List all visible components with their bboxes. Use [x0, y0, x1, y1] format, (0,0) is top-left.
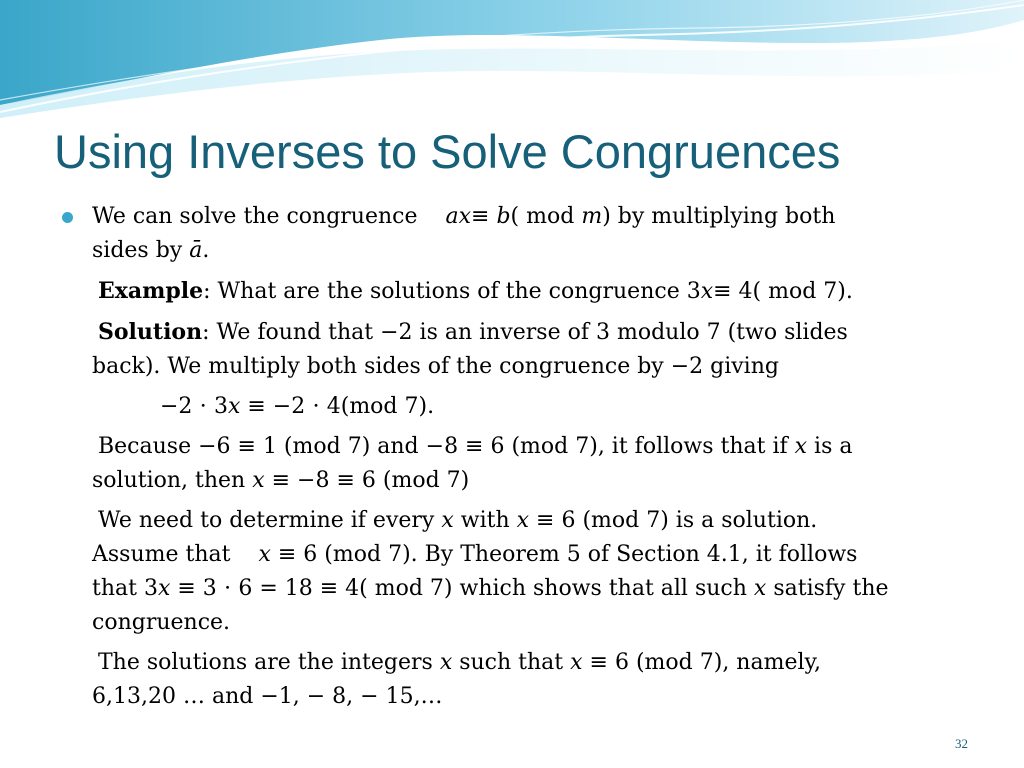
equation-line: −2 ⋅ 3x ≡ −2 ⋅ 4(mod 7). [160, 394, 435, 419]
because-paragraph-line2: solution, then x ≡ −8 ≡ 6 (mod 7) [92, 468, 470, 493]
determine-paragraph-line2: Assume that x ≡ 6 (mod 7). By Theorem 5 of Section 4.1, it follows [92, 542, 858, 567]
determine-paragraph-line4: congruence. [92, 610, 231, 635]
slide-number: 32 [955, 736, 968, 751]
slide-content [60, 200, 960, 714]
example-paragraph: Example: What are the solutions of the congruence 3x≡ 4( mod 7). [98, 278, 853, 304]
bullet-text-line: We can solve the congruence ax≡ b( mod m) by multiplying both [92, 204, 836, 229]
header-wave-decoration [0, 0, 1024, 120]
solution-paragraph-line2: back). We multiply both sides of the congruence by −2 giving [92, 354, 779, 379]
bullet-text-line: sides by ā. [92, 238, 210, 263]
slide-title: Using Inverses to Solve Congruences [54, 125, 841, 178]
because-paragraph: Because −6 ≡ 1 (mod 7) and −8 ≡ 6 (mod 7), it follows that if x is a [98, 434, 853, 459]
solutions-paragraph-line2: 6,13,20 … and −1, − 8, − 15,… [92, 684, 443, 709]
solutions-paragraph: The solutions are the integers x such that x ≡ 6 (mod 7), namely, [98, 650, 822, 675]
determine-paragraph: We need to determine if every x with x ≡ 6 (mod 7) is a solution. [98, 508, 818, 533]
determine-paragraph-line3: that 3x ≡ 3 ⋅ 6 = 18 ≡ 4( mod 7) which shows that all such x satisfy the [92, 576, 889, 601]
solution-paragraph: Solution: We found that −2 is an inverse of 3 modulo 7 (two slides [98, 319, 848, 345]
